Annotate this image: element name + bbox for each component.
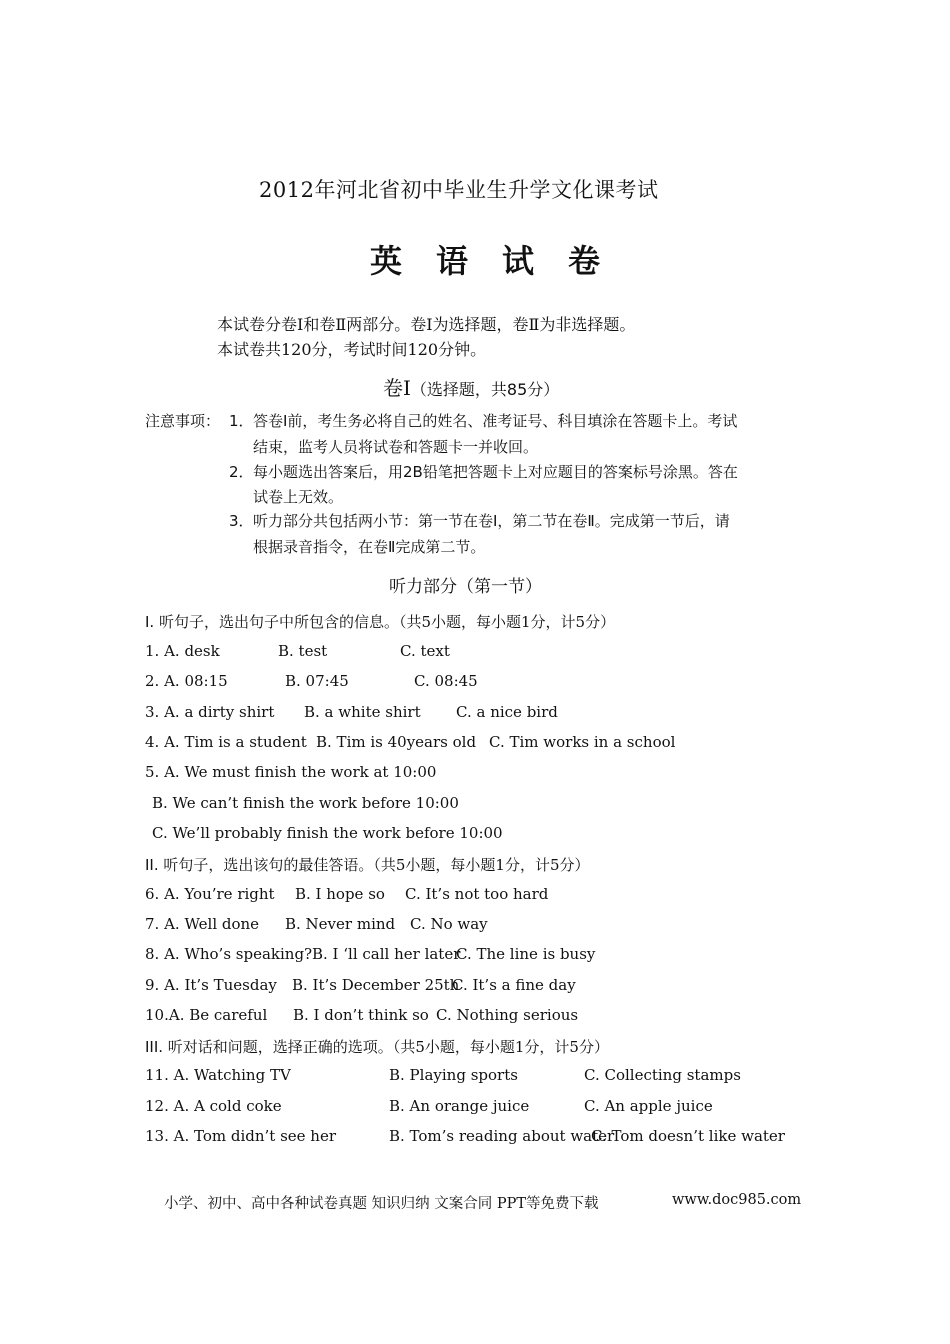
part1-title-main: Ⅰ. 听句子，选出句子中所包含的信息。 (145, 613, 399, 631)
question-option-c: C. It’s not too hard (405, 885, 549, 903)
note-text: 答卷Ⅰ前，考生务必将自己的姓名、准考证号、科目填涂在答题卡上。考试 (253, 412, 738, 430)
question-option-b: B. An orange juice (389, 1097, 530, 1115)
question-option-c: C. Collecting stamps (584, 1066, 741, 1084)
question-option-b: B. 07:45 (285, 672, 349, 690)
question-option-b: B. test (278, 642, 328, 660)
question-option-c: C. Nothing serious (436, 1006, 579, 1024)
paper1-label: 卷Ⅰ (383, 376, 411, 400)
note-text: 结束，监考人员将试卷和答题卡一并收回。 (253, 438, 539, 456)
question-option-b: B. Tim is 40years old (316, 733, 477, 751)
question-option-c: C. The line is busy (456, 945, 596, 963)
question-option-a: 12. A. A cold coke (145, 1097, 282, 1115)
question-option-c: C. Tim works in a school (489, 733, 676, 751)
exam-title: 2012年河北省初中毕业生升学文化课考试 (259, 178, 659, 202)
listening-heading: 听力部分（第一节） (389, 577, 542, 597)
question-option-c: C. An apple juice (584, 1097, 713, 1115)
question-option-c: C. It’s a fine day (452, 976, 576, 994)
footer-text: 小学、初中、高中各种试卷真题 知识归纳 文案合同 PPT等免费下载 (164, 1196, 599, 1212)
part3-title (145, 1036, 609, 1057)
note-number: 2． (229, 463, 254, 481)
question-option-a: 8. A. Who’s speaking? (145, 945, 313, 963)
question-5-option-c: C. We’ll probably finish the work before 10:00 (152, 824, 503, 842)
question-option-a: 9. A. It’s Tuesday (145, 976, 277, 994)
note-text: 听力部分共包括两小节：第一节在卷Ⅰ，第二节在卷Ⅱ。完成第一节后，请 (253, 512, 730, 530)
subject-title: 英语试卷 (370, 242, 635, 280)
question-5-option-a: 5. A. We must finish the work at 10:00 (145, 763, 437, 781)
question-option-c: C. No way (410, 915, 488, 933)
notes-label: 注意事项： (145, 412, 221, 430)
question-option-b: B. I hope so (295, 885, 385, 903)
question-option-c: C. Tom doesn’t like water (591, 1127, 785, 1145)
question-option-a: 6. A. You’re right (145, 885, 275, 903)
question-option-b: B. Playing sports (389, 1066, 518, 1084)
question-option-a: 7. A. Well done (145, 915, 260, 933)
part1-title (145, 611, 615, 632)
intro-line-2: 本试卷共120分，考试时间120分钟。 (217, 340, 487, 359)
paper1-desc: （选择题，共85分） (410, 380, 560, 399)
question-option-a: 1. A. desk (145, 642, 220, 660)
question-option-a: 11. A. Watching TV (145, 1066, 291, 1084)
part3-title-main: III. 听对话和问题，选择正确的选项。 (145, 1038, 393, 1056)
footer-url[interactable]: www.doc985.com (672, 1192, 802, 1208)
question-option-b: B. It’s December 25th (292, 976, 460, 994)
paper1-heading (383, 372, 559, 401)
part1-title-note: （共5小题，每小题1分，计5分） (398, 613, 616, 631)
question-option-c: C. text (400, 642, 450, 660)
question-option-b: B. Tom’s reading about water (389, 1127, 615, 1145)
question-option-c: C. a nice bird (456, 703, 558, 721)
part2-title-main: II. 听句子，选出该句的最佳答语。 (145, 856, 374, 874)
question-option-a: 13. A. Tom didn’t see her (145, 1127, 337, 1145)
intro-line-1: 本试卷分卷Ⅰ和卷Ⅱ两部分。卷Ⅰ为选择题，卷Ⅱ为非选择题。 (217, 315, 636, 334)
question-option-a: 2. A. 08:15 (145, 672, 228, 690)
part3-title-note: （共5小题，每小题1分，计5分） (392, 1038, 609, 1056)
note-number: 3． (229, 512, 254, 530)
question-option-c: C. 08:45 (414, 672, 478, 690)
question-option-b: B. Never mind (285, 915, 396, 933)
question-option-a: 4. A. Tim is a student (145, 733, 307, 751)
note-text: 试卷上无效。 (253, 488, 344, 506)
question-option-a: 3. A. a dirty shirt (145, 703, 275, 721)
note-text: 根据录音指令，在卷Ⅱ完成第二节。 (253, 538, 486, 556)
question-option-b: B. a white shirt (304, 703, 421, 721)
note-text: 每小题选出答案后，用2B铅笔把答题卡上对应题目的答案标号涂黑。答在 (253, 463, 738, 481)
part2-title (145, 854, 590, 875)
question-option-a: 10.A. Be careful (145, 1006, 268, 1024)
question-option-b: B. I ‘ll call her later (312, 945, 461, 963)
part2-title-note: （共5小题，每小题1分，计5分） (373, 856, 590, 874)
note-number: 1． (229, 412, 254, 430)
question-option-b: B. I don’t think so (293, 1006, 429, 1024)
question-5-option-b: B. We can’t finish the work before 10:00 (152, 794, 459, 812)
